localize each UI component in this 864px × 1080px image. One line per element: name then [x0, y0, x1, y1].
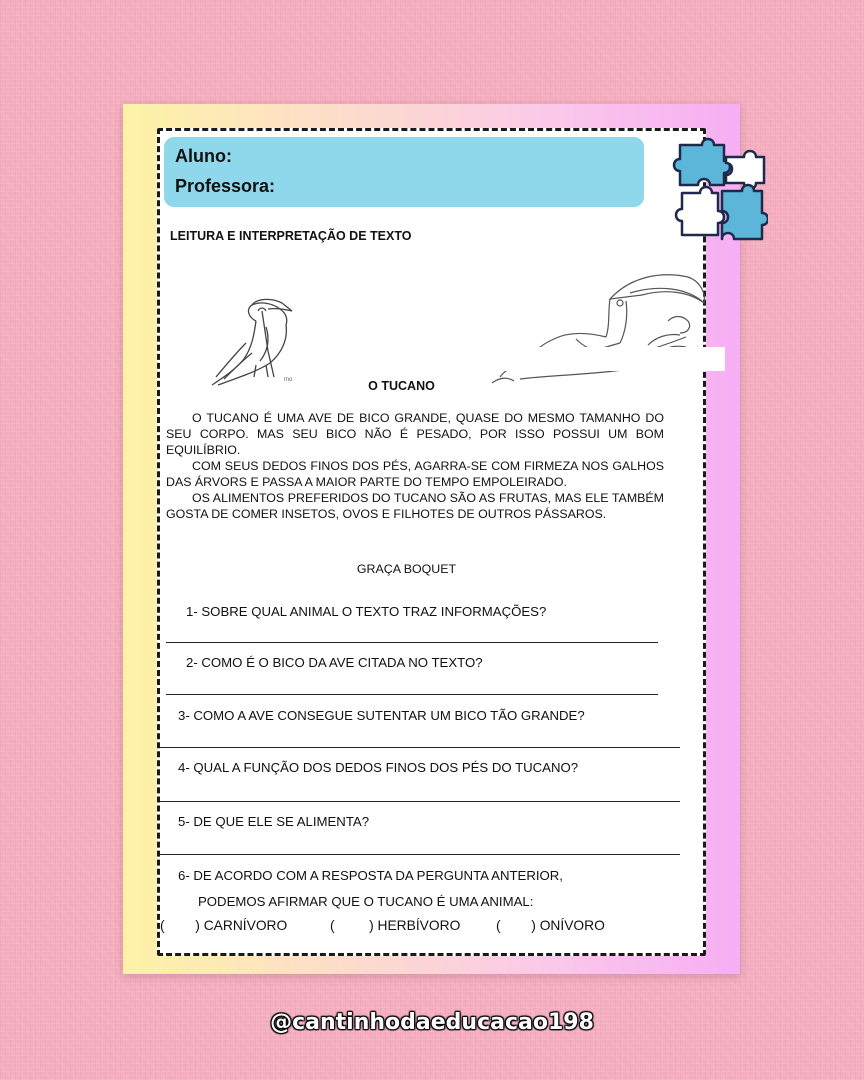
image-mask	[480, 347, 725, 371]
question-6: 6- DE ACORDO COM A RESPOSTA DA PERGUNTA ANTERIOR,	[178, 868, 563, 883]
answer-line-4[interactable]	[160, 801, 680, 802]
question-1: 1- SOBRE QUAL ANIMAL O TEXTO TRAZ INFORMAÇÕES?	[186, 604, 547, 619]
question-4: 4- QUAL A FUNÇÃO DOS DEDOS FINOS DOS PÉS DO TUCANO?	[178, 760, 579, 775]
option-herbivoro[interactable]: ( ) HERBÍVORO	[330, 918, 461, 933]
story-title: O TUCANO	[368, 379, 435, 393]
teacher-label: Professora:	[175, 176, 276, 196]
worksheet-frame	[123, 104, 740, 974]
option-carnivoro[interactable]: ( ) CARNÍVORO	[160, 918, 288, 933]
story-text	[166, 410, 664, 522]
student-info-box	[164, 137, 644, 207]
answer-line-5[interactable]	[160, 854, 680, 855]
answer-line-1[interactable]	[166, 642, 658, 643]
question-6-continuation: PODEMOS AFIRMAR QUE O TUCANO É UMA ANIMAL:	[198, 894, 534, 909]
question-5: 5- DE QUE ELE SE ALIMENTA?	[178, 814, 370, 829]
answer-line-3[interactable]	[160, 747, 680, 748]
answer-options	[160, 918, 605, 993]
story-author: GRAÇA BOQUET	[356, 562, 457, 576]
story-paragraph: COM SEUS DEDOS FINOS DOS PÉS, AGARRA-SE COM FIRMEZA NOS GALHOS DAS ÁRVORS E PASSA A MAIOR PARTE DO TEMPO EMPOLEIRADO.	[166, 459, 664, 489]
question-2: 2- COMO É O BICO DA AVE CITADA NO TEXTO?	[186, 655, 483, 670]
social-handle: @cantinhodaeducacao198	[270, 1010, 594, 1035]
question-3: 3- COMO A AVE CONSEGUE SUTENTAR UM BICO TÃO GRANDE?	[178, 708, 585, 723]
puzzle-icon	[672, 135, 768, 245]
toucan-illustration-left	[196, 281, 316, 391]
svg-text:mo: mo	[284, 377, 293, 383]
story-paragraph: OS ALIMENTOS PREFERIDOS DO TUCANO SÃO AS FRUTAS, MAS ELE TAMBÉM GOSTA DE COMER INSETOS, OVOS E FILHOTES DE OUTROS PÁSSAROS.	[166, 491, 664, 521]
section-title: LEITURA E INTERPRETAÇÃO DE TEXTO	[170, 229, 412, 243]
option-onivoro[interactable]: ( ) ONÍVORO	[496, 918, 605, 933]
answer-line-2[interactable]	[166, 694, 658, 695]
student-label: Aluno:	[175, 146, 232, 166]
worksheet-page	[157, 128, 706, 956]
story-paragraph: O TUCANO É UMA AVE DE BICO GRANDE, QUASE DO MESMO TAMANHO DO SEU CORPO. MAS SEU BICO NÃO É PESADO, POR ISSO POSSUI UM BOM EQUILÍBRIO.	[166, 411, 664, 457]
